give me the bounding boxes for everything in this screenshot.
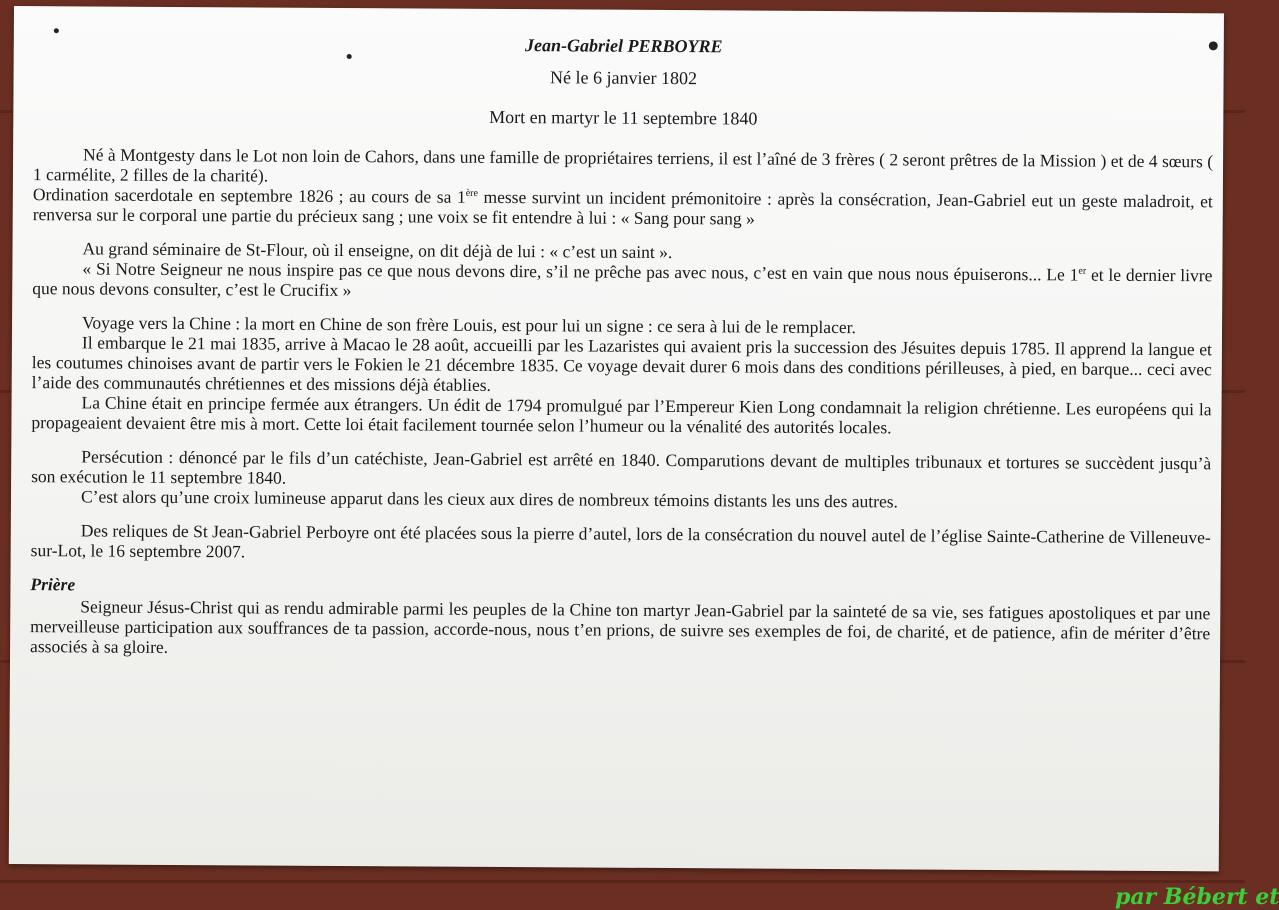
prayer-title: Prière [30,574,76,595]
paragraph-ordination: Ordination sacerdotale en septembre 1826 ; au cours de sa 1ère messe survint un incident prémonitoire : après la consécration, Jean-Gabriel eut un geste maladroit, et renversa sur le corporal une partie du précieux sang ; une voix se fit entendre à lui : « Sang pour sang » [32,184,1213,229]
paragraph-persecution: Persécution : dénoncé par le fils d’un catéchiste, Jean-Gabriel est arrêté en 1840. Comparutions devant de multiples tribunaux et tortures se succèdent jusqu’à son exécution le 11 septembre 1840. [31,446,1212,488]
paragraph-china: La Chine était en principe fermée aux étrangers. Un édit de 1794 promulgué par l’Empereur Kien Long condamnait la religion chrétienne. Les européens qui la propageaient devaient être mis à mort. Cette loi était facilement tournée selon l’humeur ou la vénalité des autorités locales. [31,392,1212,438]
paragraph-origins: Né à Montgesty dans le Lot non loin de Cahors, dans une famille de propriétaires terriens, il est l’aîné de 3 frères ( 2 seront prêtres de la Mission ) et de 4 sœurs ( 1 carmélite, 2 filles de la charité). [32,144,1214,186]
brick-mortar [0,880,1245,883]
notice-sheet [9,6,1224,871]
prayer-text: Seigneur Jésus-Christ qui as rendu admirable parmi les peuples de la Chine ton martyr Jean-Gabriel par la sainteté de sa vie, ses fatigues apostoliques et par une merveilleuse participation aux souffrances de ta passion, accorde-nous, nous t’en prions, de suivre ses exemples de foi, de charité, et de patience, afin de mériter d’être associés à sa gloire. [30,596,1211,657]
birth-line: Né le 6 janvier 1802 [550,67,698,89]
photo-watermark: par Bébert et [1115,884,1279,910]
paragraph-cross: C’est alors qu’une croix lumineuse apparut dans les cieux aux dires de nombreux témoins distants les uns des autres. [80,486,899,512]
paragraph-seminary: Au grand séminaire de St-Flour, où il enseigne, on dit déjà de lui : « c’est un saint ». [82,238,673,263]
paragraph-embark: Il embarque le 21 mai 1835, arrive à Macao le 28 août, accueilli par les Lazaristes qui avaient pris la succession des Jésuites depuis 1785. Il apprend la langue et les coutumes chinoises avant de partir vers le Fokien le 21 décembre 1835. Ce voyage devait durer 6 mois dans des conditions périlleuses, à pied, en barque... ceci avec l’aide des communautés chrétiennes et des missions déjà établies. [31,332,1212,395]
paragraph-quote: « Si Notre Seigneur ne nous inspire pas ce que nous devons dire, s’il ne prêche pas avec nous, c’est en vain que nous nous épuiserons... Le 1er et le dernier livre que nous devons consulter, c’est le Crucifix » [32,258,1213,301]
notice-content [30,32,1214,663]
paragraph-relics: Des reliques de St Jean-Gabriel Perboyre ont été placées sous la pierre d’autel, lors de la consécration du nouvel autel de l’église Sainte-Catherine de Villeneuve-sur-Lot, le 16 septembre 2007. [30,520,1211,562]
paragraph-voyage: Voyage vers la Chine : la mort en Chine de son frère Louis, est pour lui un signe : ce sera à lui de le remplacer. [82,312,856,338]
notice-title: Jean-Gabriel PERBOYRE [524,35,723,57]
death-line: Mort en martyr le 11 septembre 1840 [489,106,758,129]
